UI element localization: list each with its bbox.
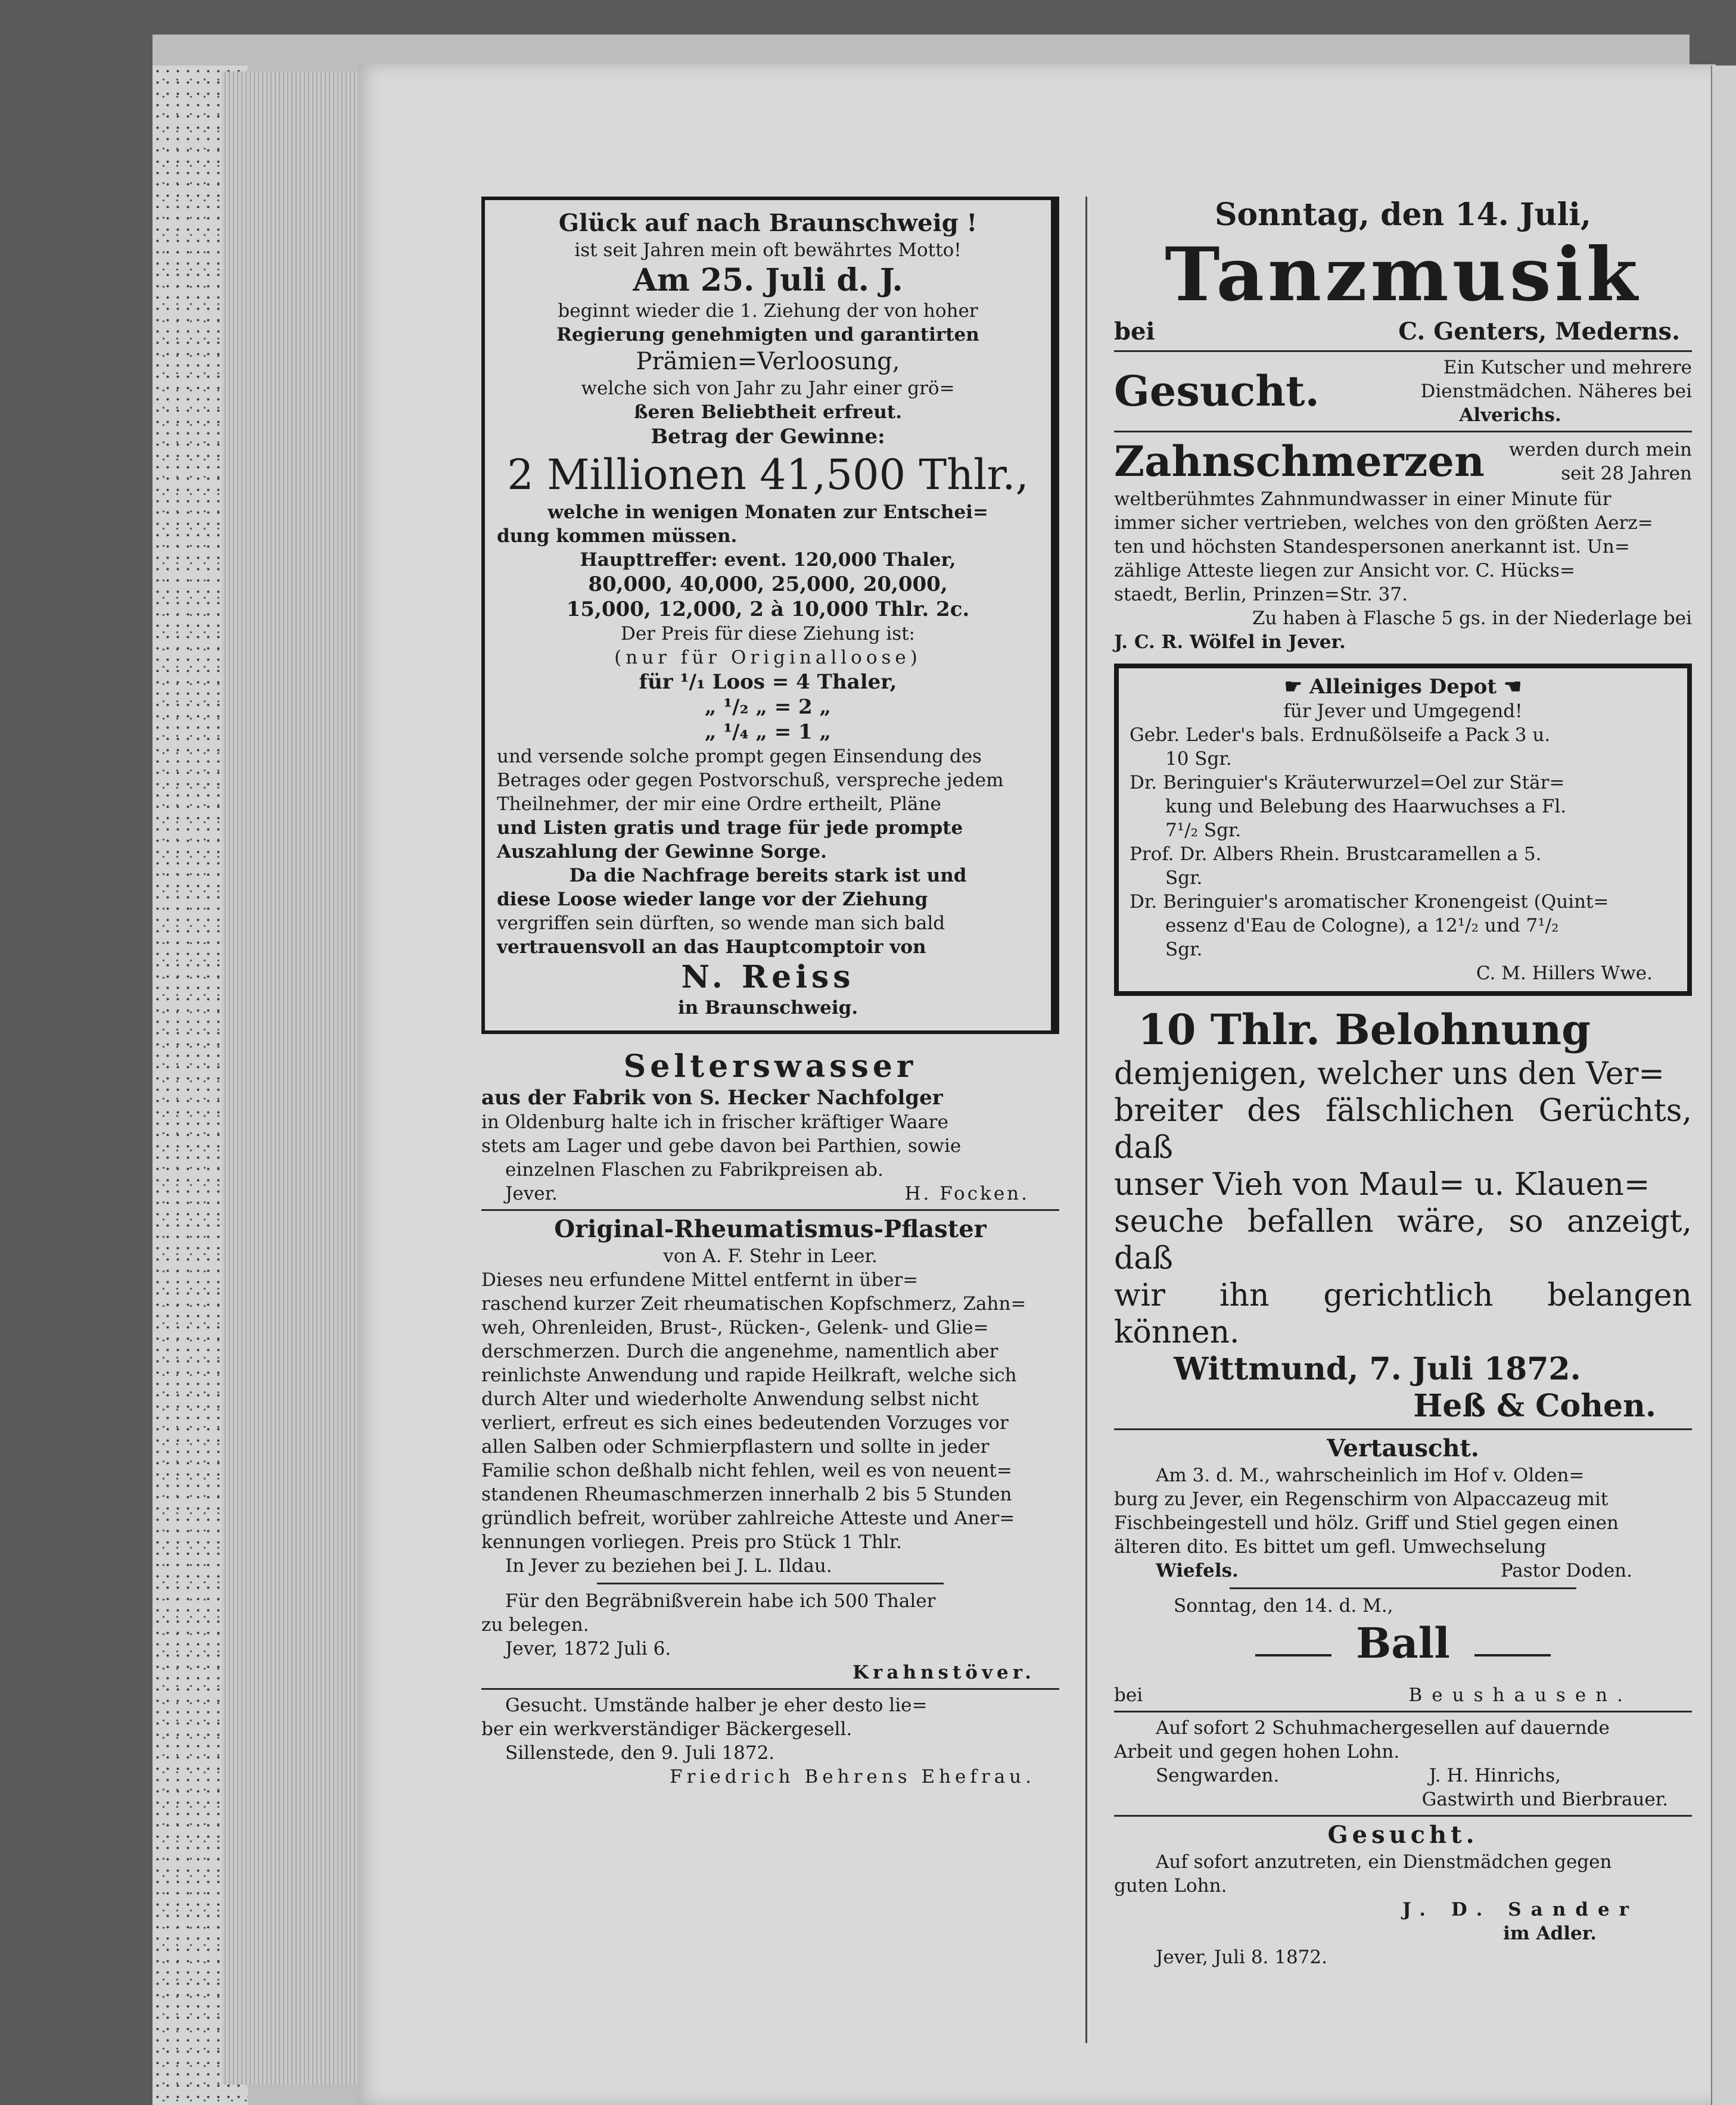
gesucht1-line-1: Ein Kutscher und mehrere (1443, 357, 1692, 378)
ad-belohnung (1114, 1004, 1692, 1425)
rheuma-line-6: durch Alter und wiederholte Anwendung selbst nicht (481, 1388, 979, 1410)
ball-title: Ball (1356, 1618, 1450, 1668)
rheuma-line-2: raschend kurzer Zeit rheumatischen Kopfschmerz, Zahn= (481, 1293, 1026, 1315)
page-stack (222, 71, 371, 2085)
rheuma-line-13: In Jever zu beziehen bei J. L. Ildau. (505, 1555, 832, 1577)
ad-gesucht-dienstmaedchen (1114, 1820, 1692, 1969)
rheuma-line-5: reinlichste Anwendung und rapide Heilkraft, welche sich (481, 1365, 1017, 1386)
divider-rule (597, 1583, 944, 1584)
ad-zahnschmerzen (1114, 436, 1692, 654)
schuh-line-2: Arbeit und gegen hohen Lohn. (1114, 1741, 1400, 1763)
depot-line-1: Gebr. Leder's bals. Erdnußölseife a Pack 3 u. (1130, 724, 1551, 746)
gesucht1-line-2: Dienstmädchen. Näheres bei (1420, 381, 1692, 402)
ad-alleiniges-depot (1114, 664, 1692, 996)
reiss-line-1: Glück auf nach Braunschweig ! (558, 209, 978, 237)
zahn-line-3: ten und höchsten Standespersonen anerkannt ist. Un= (1114, 536, 1630, 558)
depot-line-8: Dr. Beringuier's aromatischer Kronengeist (Quint= (1130, 891, 1609, 913)
belohnung-line-5: wir ihn gerichtlich belangen können. (1114, 1278, 1692, 1350)
depot-line-9: essenz d'Eau de Cologne), a 12¹/₂ und 7¹/₂ (1165, 915, 1559, 936)
ad-tanzmusik (1114, 197, 1692, 347)
reiss-line-9: Betrag der Gewinne: (651, 425, 885, 449)
selters-line-3: stets am Lager und gebe davon bei Parthien, sowie (481, 1135, 962, 1157)
ad-reiss-lottery (481, 197, 1059, 1034)
depot-line-5: 7¹/₂ Sgr. (1165, 820, 1242, 841)
belohnung-line-3: unser Vieh von Maul= u. Klauen= (1114, 1167, 1650, 1203)
reiss-line-23: Theilnehmer, der mir eine Ordre ertheilt, Pläne (497, 793, 941, 815)
reiss-line-24: und Listen gratis und trage für jede prompte (497, 817, 963, 839)
divider-rule (1114, 350, 1692, 352)
selters-line-1: aus der Fabrik von S. Hecker Nachfolger (481, 1086, 943, 1110)
reiss-line-31: in Braunschweig. (677, 997, 858, 1019)
reiss-line-8: ßeren Beliebtheit erfreut. (633, 401, 903, 423)
zahn-side-2: seit 28 Jahren (1561, 463, 1692, 484)
rheuma-line-3: weh, Ohrenleiden, Brust-, Rücken-, Gelenk- und Glie= (481, 1317, 989, 1338)
depot-line-4: kung und Belebung des Haarwuchses a Fl. (1165, 796, 1567, 817)
ad-begraebnisverein (481, 1589, 1059, 1684)
tanz-title: Tanzmusik (1165, 232, 1641, 318)
belohnung-line-1: demjenigen, welcher uns den Ver= (1114, 1056, 1665, 1092)
depot-line-2: 10 Sgr. (1165, 748, 1232, 770)
zahn-line-1: weltberühmtes Zahnmundwasser in einer Minute für (1114, 488, 1611, 510)
right-column (1114, 197, 1692, 1969)
gesucht1-title: Gesucht. (1114, 366, 1320, 416)
ad-baeckergesell (481, 1693, 1059, 1789)
reiss-line-3: Am 25. Juli d. J. (633, 262, 903, 298)
rheuma-line-9: Familie schon deßhalb nicht fehlen, weil es von neuent= (481, 1460, 1012, 1481)
tanz-host: C. Genters, Mederns. (1398, 317, 1680, 345)
baecker-line-3: Sillenstede, den 9. Juli 1872. (505, 1742, 775, 1764)
ad-gesucht-kutscher (1114, 356, 1692, 427)
zahn-line-7: J. C. R. Wölfel in Jever. (1114, 631, 1346, 653)
belohnung-line-6: Wittmund, 7. Juli 1872. (1174, 1351, 1581, 1387)
zahn-line-2: immer sicher vertrieben, welches von den größten Aerz= (1114, 512, 1653, 534)
vertauscht-place: Wiefels. (1156, 1560, 1239, 1581)
vertauscht-title: Vertauscht. (1327, 1434, 1479, 1462)
rheuma-line-11: gründlich befreit, worüber zahlreiche Atteste und Aner= (481, 1508, 1015, 1529)
baecker-line-2: ber ein werkverständiger Bäckergesell. (481, 1718, 853, 1740)
tanz-date-line: Sonntag, den 14. Juli, (1214, 197, 1592, 233)
left-column (481, 197, 1059, 1789)
depot-signature: C. M. Hillers Wwe. (1476, 963, 1653, 984)
rheuma-line-12: kennungen vorliegen. Preis pro Stück 1 Thlr. (481, 1531, 902, 1553)
reiss-line-16: Der Preis für diese Ziehung ist: (620, 623, 916, 644)
begraebnis-line-3: Jever, 1872 Juli 6. (505, 1638, 671, 1659)
tanz-bei: bei (1114, 317, 1155, 345)
reiss-line-17: (nur für Originalloose) (614, 647, 922, 668)
rheuma-line-1: Dieses neu erfundene Mittel entfernt in über= (481, 1269, 919, 1291)
reiss-line-7: welche sich von Jahr zu Jahr einer grö= (581, 378, 955, 399)
ornament-right-icon (1465, 1646, 1560, 1664)
schuh-signature-1: J. H. Hinrichs, (1429, 1765, 1561, 1786)
depot-title: ☛ Alleiniges Depot ☚ (1284, 675, 1522, 699)
reiss-line-2: ist seit Jahren mein oft bewährtes Motto! (574, 239, 962, 261)
reiss-line-20: „ ¹/₄ „ = 1 „ (704, 720, 832, 744)
gesucht2-date: Jever, Juli 8. 1872. (1156, 1947, 1328, 1968)
belohnung-signature: Heß & Cohen. (1413, 1388, 1656, 1424)
reiss-line-6: Prämien=Verloosung, (636, 348, 900, 375)
reiss-line-28: vergriffen sein dürften, so wende man sich bald (497, 913, 945, 934)
divider-rule (1114, 1428, 1692, 1430)
zahn-side-1: werden durch mein (1508, 439, 1692, 460)
rheuma-line-4: derschmerzen. Durch die angenehme, namentlich aber (481, 1341, 998, 1362)
divider-rule (1114, 1815, 1692, 1817)
belohnung-line-2: breiter des fälschlichen Gerüchts, daß (1114, 1093, 1692, 1166)
zahn-title: Zahnschmerzen (1114, 437, 1485, 486)
belohnung-title: 10 Thlr. Belohnung (1138, 1005, 1591, 1054)
begraebnis-line-1: Für den Begräbnißverein habe ich 500 Thaler (505, 1590, 936, 1612)
baecker-signature: Friedrich Behrens Ehefrau. (670, 1766, 1035, 1788)
reiss-line-27: diese Loose wieder lange vor der Ziehung (497, 889, 928, 910)
selters-title: Selterswasser (623, 1048, 917, 1085)
gesucht2-signature-1: J. D. Sander (1402, 1899, 1638, 1920)
vertauscht-line-3: Fischbeingestell und hölz. Griff und Stiel gegen einen (1114, 1512, 1619, 1534)
ad-schuhmacher (1114, 1716, 1692, 1811)
vertauscht-signature: Pastor Doden. (1500, 1560, 1632, 1581)
belohnung-line-4: seuche befallen wäre, so anzeigt, daß (1114, 1204, 1692, 1276)
ad-vertauscht (1114, 1434, 1692, 1583)
ornament-left-icon (1246, 1646, 1341, 1664)
ad-rheumatismus (481, 1215, 1059, 1578)
ball-bei: bei (1114, 1684, 1143, 1706)
reiss-line-10: 2 Millionen 41,500 Thlr., (507, 450, 1029, 499)
ball-host: Beushausen. (1408, 1684, 1632, 1706)
selters-line-4: einzelnen Flaschen zu Fabrikpreisen ab. (505, 1159, 883, 1181)
baecker-line-1: Gesucht. Umstände halber je eher desto lie= (505, 1695, 928, 1716)
schuh-place: Sengwarden. (1156, 1765, 1280, 1786)
depot-line-3: Dr. Beringuier's Kräuterwurzel=Oel zur Stär= (1130, 772, 1565, 793)
gesucht2-line-2: guten Lohn. (1114, 1875, 1227, 1897)
rheuma-line-10: standenen Rheumaschmerzen innerhalb 2 bis 5 Stunden (481, 1484, 1012, 1505)
rheuma-line-8: allen Salben oder Schmierpflastern und sollte in jeder (481, 1436, 990, 1458)
reiss-line-22: Betrages oder gegen Postvorschuß, verspreche jedem (497, 770, 1004, 791)
rheuma-title: Original-Rheumatismus-Pflaster (554, 1215, 987, 1243)
facing-page-edge (1711, 66, 1736, 2105)
vertauscht-line-1: Am 3. d. M., wahrscheinlich im Hof v. Olden= (1156, 1465, 1585, 1486)
vertauscht-line-4: älteren dito. Es bittet um gefl. Umwechselung (1114, 1536, 1547, 1558)
zahn-line-5: staedt, Berlin, Prinzen=Str. 37. (1114, 584, 1408, 605)
depot-line-7: Sgr. (1165, 867, 1203, 889)
reiss-line-26: Da die Nachfrage bereits stark ist und (569, 865, 967, 886)
divider-rule (481, 1209, 1059, 1211)
depot-subtitle: für Jever und Umgegend! (1283, 700, 1523, 722)
schuh-line-1: Auf sofort 2 Schuhmachergesellen auf dauernde (1156, 1717, 1610, 1739)
divider-rule (1230, 1587, 1576, 1589)
divider-rule (1114, 1711, 1692, 1712)
vertauscht-line-2: burg zu Jever, ein Regenschirm von Alpaccazeug mit (1114, 1489, 1609, 1510)
reiss-line-5: Regierung genehmigten und garantirten (556, 324, 979, 345)
reiss-line-25: Auszahlung der Gewinne Sorge. (497, 841, 827, 862)
column-divider (1085, 197, 1087, 2043)
reiss-line-14: 80,000, 40,000, 25,000, 20,000, (588, 572, 948, 596)
reiss-line-19: „ ¹/₂ „ = 2 „ (704, 695, 832, 719)
reiss-line-30: N. Reiss (681, 959, 855, 995)
gesucht2-line-1: Auf sofort anzutreten, ein Dienstmädchen gegen (1156, 1851, 1612, 1873)
reiss-line-29: vertrauensvoll an das Hauptcomptoir von (497, 936, 926, 958)
rheuma-subtitle: von A. F. Stehr in Leer. (663, 1245, 878, 1267)
zahn-line-6: Zu haben à Flasche 5 gs. in der Niederlage bei (1252, 608, 1692, 629)
divider-rule (481, 1688, 1059, 1690)
selters-signature: H. Focken. (904, 1183, 1029, 1204)
ad-ball (1114, 1594, 1692, 1707)
reiss-line-4: beginnt wieder die 1. Ziehung der von hoher (558, 300, 978, 322)
reiss-line-13: Haupttreffer: event. 120,000 Thaler, (580, 549, 956, 571)
begraebnis-line-2: zu belegen. (481, 1614, 589, 1636)
depot-line-10: Sgr. (1165, 939, 1203, 960)
reiss-line-15: 15,000, 12,000, 2 à 10,000 Thlr. 2c. (566, 597, 970, 621)
ad-selterswasser (481, 1048, 1059, 1206)
gesucht1-line-3: Alverichs. (1459, 404, 1561, 426)
depot-line-6: Prof. Dr. Albers Rhein. Brustcaramellen a 5. (1130, 843, 1542, 865)
reiss-line-18: für ¹/₁ Loos = 4 Thaler, (639, 670, 897, 694)
rheuma-line-7: verliert, erfreut es sich eines bedeutenden Vorzuges vor (481, 1412, 1009, 1434)
zahn-line-4: zählige Atteste liegen zur Ansicht vor. C. Hücks= (1114, 560, 1575, 581)
schuh-signature-2: Gastwirth und Bierbrauer. (1421, 1789, 1668, 1810)
reiss-line-12: dung kommen müssen. (497, 525, 738, 547)
gesucht2-title: Gesucht. (1327, 1821, 1479, 1849)
begraebnis-signature: Krahnstöver. (853, 1662, 1035, 1683)
reiss-line-11: welche in wenigen Monaten zur Entschei= (547, 502, 988, 523)
ball-date-line: Sonntag, den 14. d. M., (1174, 1595, 1393, 1617)
divider-rule (1114, 431, 1692, 432)
gesucht2-signature-2: im Adler. (1503, 1923, 1597, 1944)
selters-place: Jever. (505, 1183, 558, 1204)
selters-line-2: in Oldenburg halte ich in frischer kräftiger Waare (481, 1111, 948, 1133)
reiss-line-21: und versende solche prompt gegen Einsendung des (497, 746, 982, 767)
